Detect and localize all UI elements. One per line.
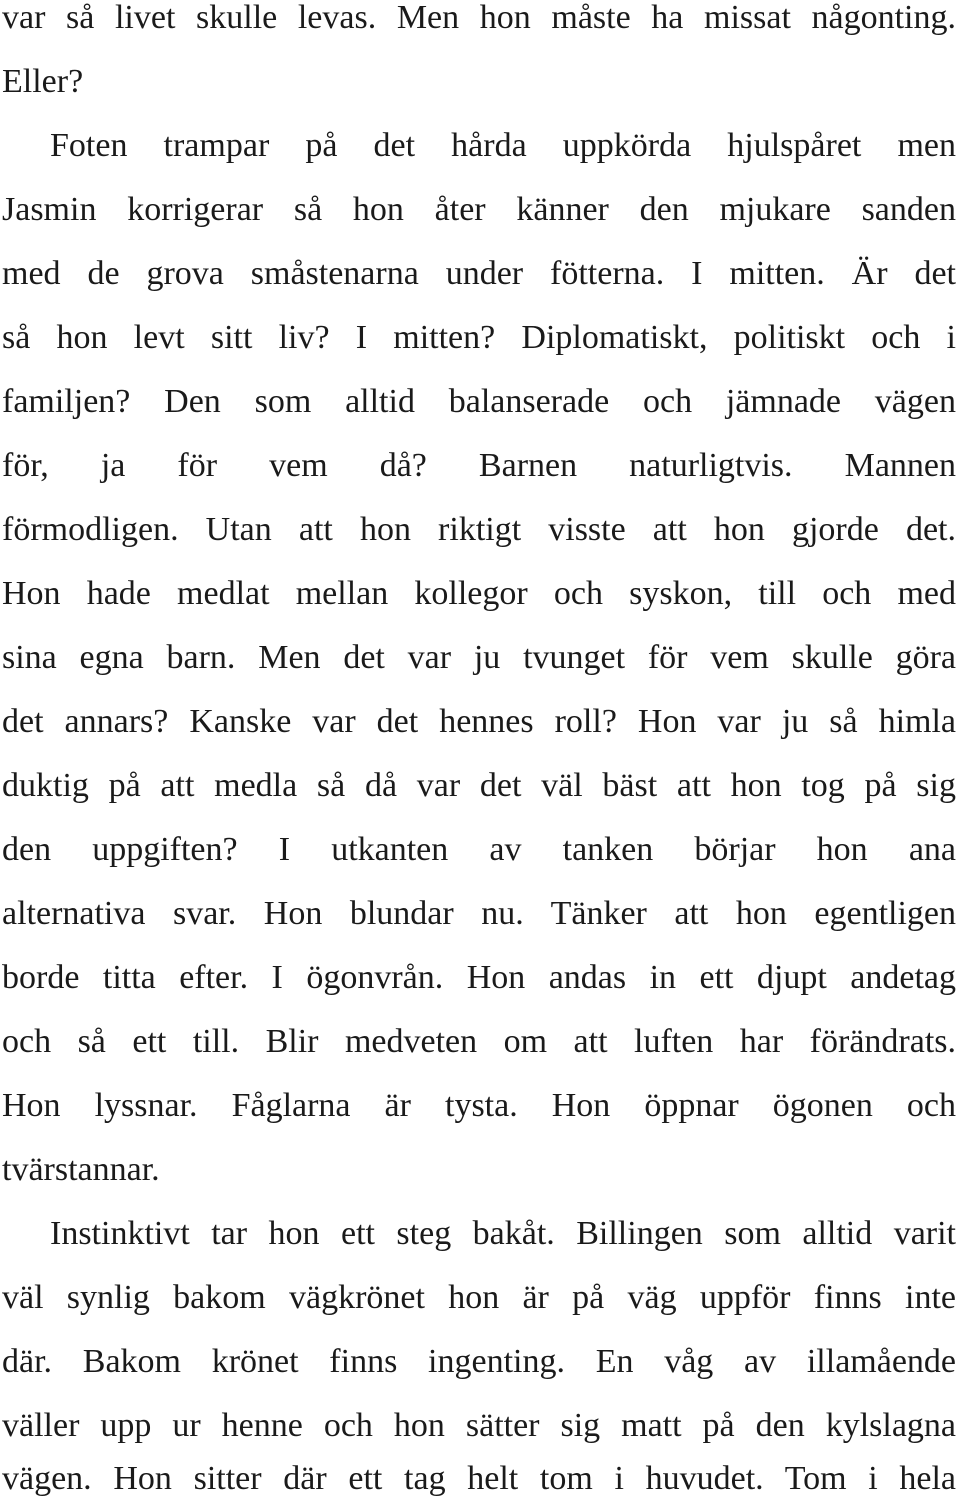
text-line: sina egna barn. Men det var ju tvunget för vem skulle göra bbox=[2, 639, 956, 676]
text-line: var så livet skulle levas. Men hon måste ha missat någonting. bbox=[2, 0, 956, 36]
text-line: Hon hade medlat mellan kollegor och syskon, till och med bbox=[2, 575, 956, 612]
text-line: förmodligen. Utan att hon riktigt visste att hon gjorde det. bbox=[2, 511, 956, 548]
text-line: det annars? Kanske var det hennes roll? Hon var ju så himla bbox=[2, 703, 956, 740]
text-line: alternativa svar. Hon blundar nu. Tänker att hon egentligen bbox=[2, 895, 956, 932]
text-line: Jasmin korrigerar så hon åter känner den mjukare sanden bbox=[2, 191, 956, 228]
text-line: tvärstannar. bbox=[2, 1151, 160, 1188]
text-line: väller upp ur henne och hon sätter sig matt på den kylslagna bbox=[2, 1407, 956, 1444]
text-line: där. Bakom krönet finns ingenting. En våg av illamående bbox=[2, 1343, 956, 1380]
text-line: så hon levt sitt liv? I mitten? Diplomatiskt, politiskt och i bbox=[2, 319, 956, 356]
text-line: och så ett till. Blir medveten om att luften har förändrats. bbox=[2, 1023, 956, 1060]
text-line: borde titta efter. I ögonvrån. Hon andas in ett djupt andetag bbox=[2, 959, 956, 996]
text-line: vägen. Hon sitter där ett tag helt tom i huvudet. Tom i hela bbox=[2, 1460, 956, 1497]
text-line: den uppgiften? I utkanten av tanken börjar hon ana bbox=[2, 831, 956, 868]
text-line: familjen? Den som alltid balanserade och jämnade vägen bbox=[2, 383, 956, 420]
text-line: väl synlig bakom vägkrönet hon är på väg uppför finns inte bbox=[2, 1279, 956, 1316]
text-line: duktig på att medla så då var det väl bäst att hon tog på sig bbox=[2, 767, 956, 804]
text-line: med de grova småstenarna under fötterna. I mitten. Är det bbox=[2, 255, 956, 292]
text-line: Instinktivt tar hon ett steg bakåt. Billingen som alltid varit bbox=[50, 1215, 956, 1252]
text-line: för, ja för vem då? Barnen naturligtvis. Mannen bbox=[2, 447, 956, 484]
text-line: Eller? bbox=[2, 63, 84, 100]
text-line: Hon lyssnar. Fåglarna är tysta. Hon öppnar ögonen och bbox=[2, 1087, 956, 1124]
text-line: Foten trampar på det hårda uppkörda hjulspåret men bbox=[50, 127, 956, 164]
